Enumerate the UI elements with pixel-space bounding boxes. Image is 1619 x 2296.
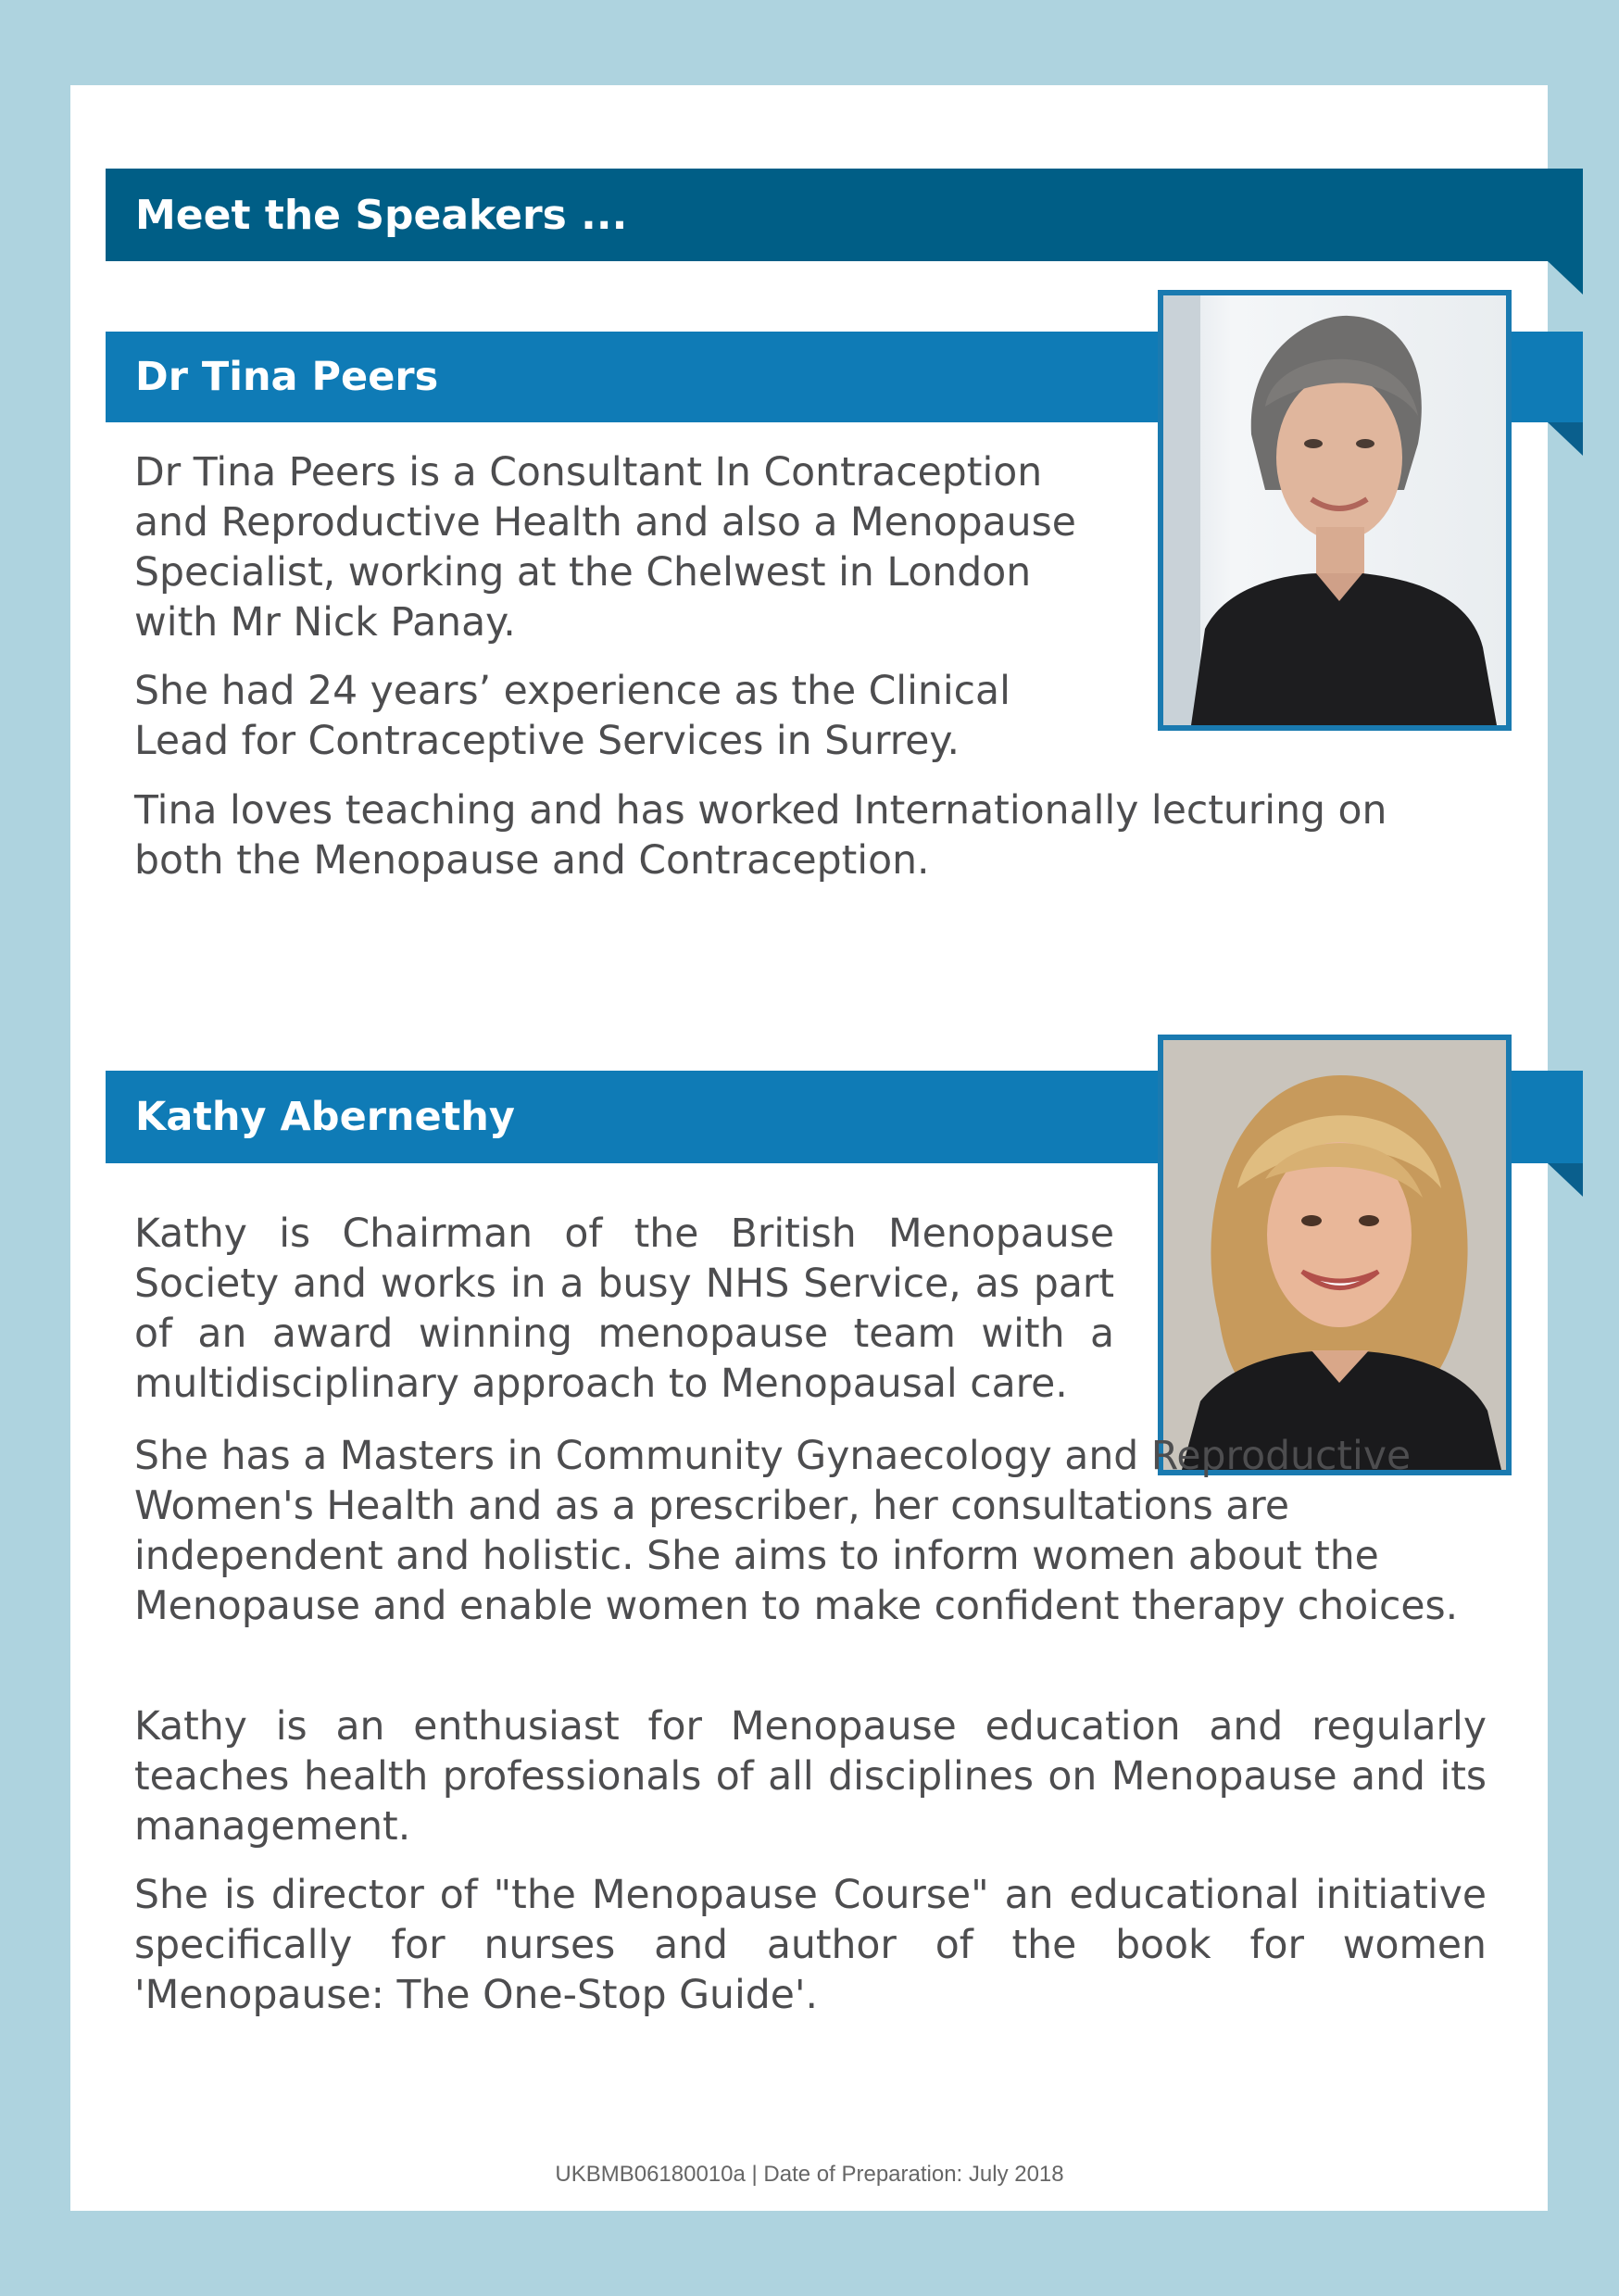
speaker-bio-continued [134,1432,1459,1650]
bio-paragraph: Kathy is an enthusiast for Menopause education and regularly teaches health professionals of all disciplines on Menopause and its management. [134,1704,1487,1850]
bio-paragraph: She had 24 years’ experience as the Clinical Lead for Contraceptive Services in Surrey. [134,669,1010,764]
banner-fold [1548,422,1583,456]
speaker-name: Kathy Abernethy [135,1094,515,1140]
section-banner [106,169,1583,261]
banner-fold [1548,1163,1583,1197]
bio-paragraph: She is director of "the Menopause Course" an educational initiative specifically for nurses and author of the book for women 'Menopause: The One-Stop Guide'. [134,1873,1487,2018]
banner-fold [1548,261,1583,295]
speaker-photo-kathy-abernethy [1158,1035,1512,1475]
bio-paragraph: Kathy is Chairman of the British Menopause Society and works in a busy NHS Service, as part of an award winning menopause team with a multidisciplinary approach to Menopausal care. [134,1211,1114,1407]
section-title: Meet the Speakers ... [135,191,628,239]
speaker-bio [134,448,1116,785]
bio-paragraph: Dr Tina Peers is a Consultant In Contraception and Reproductive Health and also a Menopause Specialist, working at the Chelwest in London with Mr Nick Panay. [134,450,1076,646]
speaker-name: Dr Tina Peers [135,354,439,400]
speaker-bio [134,1210,1114,1428]
speaker-bio-continued [134,1702,1487,2039]
speaker-bio-continued [134,786,1477,905]
bio-paragraph: Tina loves teaching and has worked Internationally lecturing on both the Menopause and Contraception. [134,788,1387,884]
footer-reference: UKBMB06180010a | Date of Preparation: July 2018 [555,2162,1064,2187]
bio-paragraph: She has a Masters in Community Gynaecology and Reproductive Women's Health and as a prescriber, her consultations are independent and holistic. She aims to inform women about the Menopause and enable women to make confident therapy choices. [134,1434,1459,1629]
speaker-photo-tina-peers [1158,290,1512,731]
